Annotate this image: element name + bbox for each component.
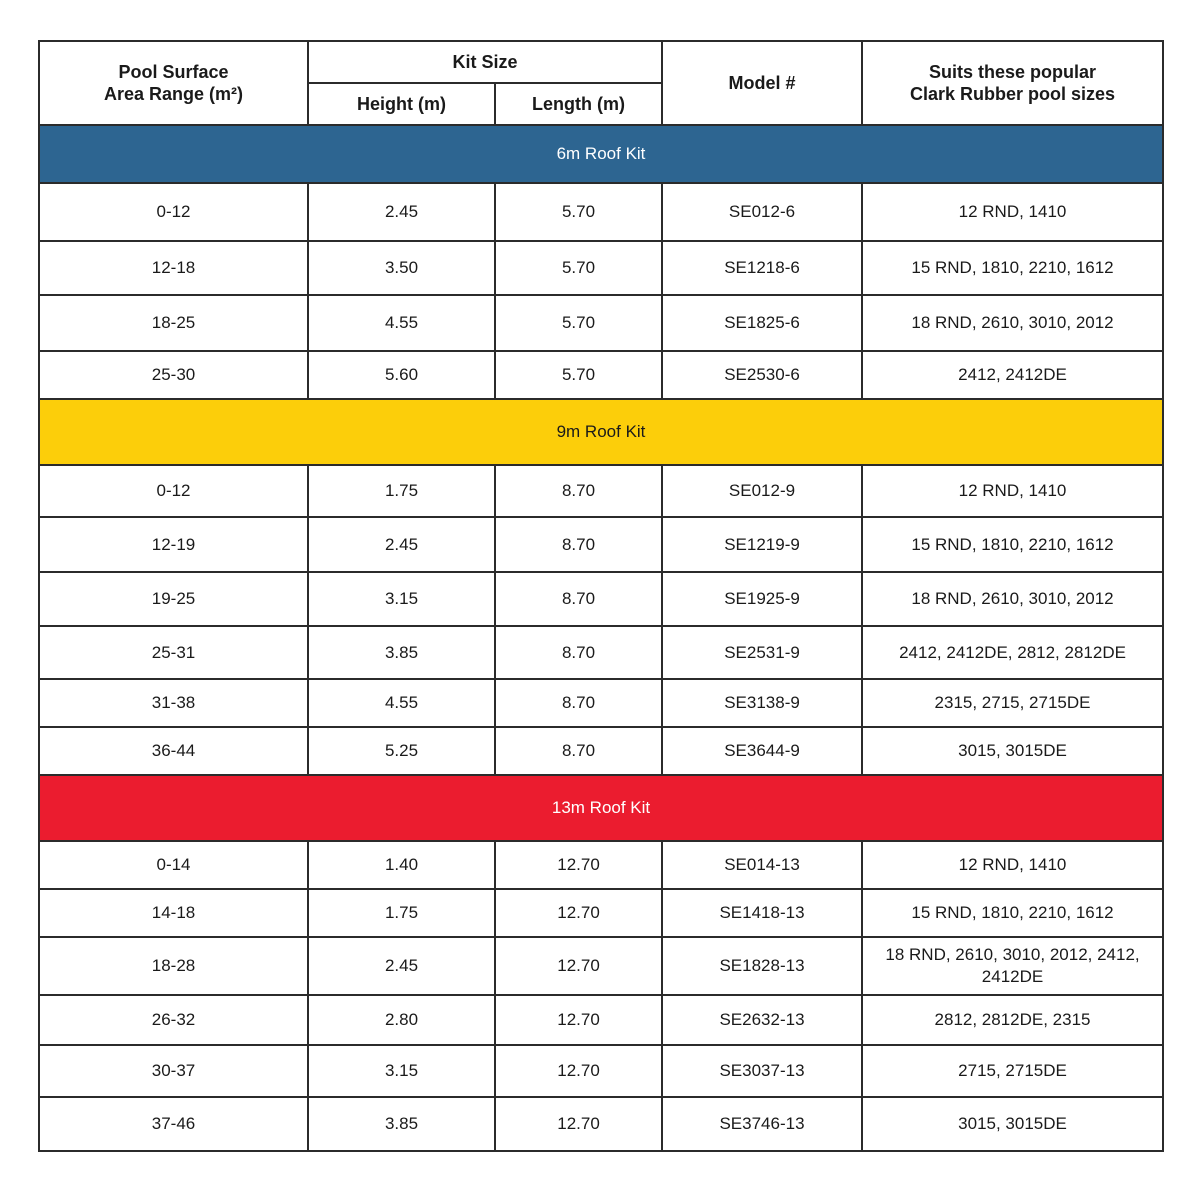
cell-model: SE1828-13 xyxy=(662,937,862,995)
cell-height: 2.80 xyxy=(308,995,495,1045)
table-row xyxy=(39,183,1163,241)
header-length: Length (m) xyxy=(495,83,662,125)
cell-range: 25-30 xyxy=(39,351,308,399)
header-suits xyxy=(862,41,1163,125)
cell-range: 25-31 xyxy=(39,626,308,679)
cell-model: SE3037-13 xyxy=(662,1045,862,1097)
table-row xyxy=(39,1097,1163,1151)
table-row xyxy=(39,241,1163,295)
section-title: 6m Roof Kit xyxy=(39,125,1163,183)
section-header-row xyxy=(39,125,1163,183)
cell-height: 5.60 xyxy=(308,351,495,399)
cell-length: 8.70 xyxy=(495,572,662,626)
cell-model: SE2531-9 xyxy=(662,626,862,679)
cell-height: 2.45 xyxy=(308,517,495,572)
cell-length: 5.70 xyxy=(495,351,662,399)
cell-range: 14-18 xyxy=(39,889,308,937)
cell-suits: 3015, 3015DE xyxy=(862,1097,1163,1151)
cell-height: 3.85 xyxy=(308,626,495,679)
cell-height: 3.85 xyxy=(308,1097,495,1151)
cell-model: SE2632-13 xyxy=(662,995,862,1045)
roof-kit-table xyxy=(38,40,1164,1152)
cell-model: SE012-6 xyxy=(662,183,862,241)
table-row xyxy=(39,679,1163,727)
cell-length: 8.70 xyxy=(495,626,662,679)
header-area-range xyxy=(39,41,308,125)
cell-range: 26-32 xyxy=(39,995,308,1045)
table-row xyxy=(39,517,1163,572)
table-row xyxy=(39,465,1163,517)
cell-range: 30-37 xyxy=(39,1045,308,1097)
cell-suits: 15 RND, 1810, 2210, 1612 xyxy=(862,241,1163,295)
cell-suits: 18 RND, 2610, 3010, 2012 xyxy=(862,572,1163,626)
cell-suits: 2412, 2412DE xyxy=(862,351,1163,399)
cell-model: SE1218-6 xyxy=(662,241,862,295)
cell-suits: 15 RND, 1810, 2210, 1612 xyxy=(862,517,1163,572)
cell-range: 0-14 xyxy=(39,841,308,889)
cell-length: 8.70 xyxy=(495,727,662,775)
cell-height: 2.45 xyxy=(308,183,495,241)
cell-model: SE012-9 xyxy=(662,465,862,517)
cell-suits: 12 RND, 1410 xyxy=(862,841,1163,889)
cell-suits: 2715, 2715DE xyxy=(862,1045,1163,1097)
cell-height: 1.40 xyxy=(308,841,495,889)
cell-height: 3.15 xyxy=(308,1045,495,1097)
cell-height: 2.45 xyxy=(308,937,495,995)
cell-suits: 12 RND, 1410 xyxy=(862,465,1163,517)
header-suits-line2: Clark Rubber pool sizes xyxy=(909,84,1116,104)
table-row xyxy=(39,995,1163,1045)
cell-range: 12-19 xyxy=(39,517,308,572)
cell-model: SE1925-9 xyxy=(662,572,862,626)
cell-height: 4.55 xyxy=(308,679,495,727)
cell-length: 12.70 xyxy=(495,1097,662,1151)
cell-length: 5.70 xyxy=(495,241,662,295)
table-row xyxy=(39,572,1163,626)
cell-length: 8.70 xyxy=(495,517,662,572)
table-row xyxy=(39,937,1163,995)
cell-length: 12.70 xyxy=(495,889,662,937)
table-body xyxy=(39,125,1163,1151)
cell-model: SE3644-9 xyxy=(662,727,862,775)
cell-range: 31-38 xyxy=(39,679,308,727)
cell-length: 12.70 xyxy=(495,1045,662,1097)
cell-model: SE3746-13 xyxy=(662,1097,862,1151)
cell-range: 12-18 xyxy=(39,241,308,295)
cell-suits: 3015, 3015DE xyxy=(862,727,1163,775)
table-row xyxy=(39,1045,1163,1097)
cell-length: 12.70 xyxy=(495,995,662,1045)
cell-model: SE1219-9 xyxy=(662,517,862,572)
table-row xyxy=(39,889,1163,937)
cell-model: SE014-13 xyxy=(662,841,862,889)
header-area-line2: Area Range (m²) xyxy=(103,84,244,104)
cell-length: 12.70 xyxy=(495,841,662,889)
cell-suits: 18 RND, 2610, 3010, 2012 xyxy=(862,295,1163,351)
cell-length: 5.70 xyxy=(495,295,662,351)
table-row xyxy=(39,727,1163,775)
cell-height: 3.15 xyxy=(308,572,495,626)
table-row xyxy=(39,841,1163,889)
cell-model: SE2530-6 xyxy=(662,351,862,399)
cell-suits: 2412, 2412DE, 2812, 2812DE xyxy=(862,626,1163,679)
cell-height: 1.75 xyxy=(308,465,495,517)
section-header-row xyxy=(39,775,1163,841)
cell-suits: 12 RND, 1410 xyxy=(862,183,1163,241)
cell-range: 0-12 xyxy=(39,465,308,517)
cell-suits: 2315, 2715, 2715DE xyxy=(862,679,1163,727)
cell-range: 0-12 xyxy=(39,183,308,241)
header-suits-line1: Suits these popular xyxy=(929,62,1097,82)
cell-height: 3.50 xyxy=(308,241,495,295)
header-model: Model # xyxy=(662,41,862,125)
cell-suits: 2812, 2812DE, 2315 xyxy=(862,995,1163,1045)
cell-range: 36-44 xyxy=(39,727,308,775)
cell-range: 19-25 xyxy=(39,572,308,626)
header-kit-size: Kit Size xyxy=(308,41,662,83)
table-row xyxy=(39,351,1163,399)
cell-model: SE1418-13 xyxy=(662,889,862,937)
cell-model: SE1825-6 xyxy=(662,295,862,351)
section-header-row xyxy=(39,399,1163,465)
cell-range: 37-46 xyxy=(39,1097,308,1151)
table-row xyxy=(39,295,1163,351)
section-title: 13m Roof Kit xyxy=(39,775,1163,841)
section-title: 9m Roof Kit xyxy=(39,399,1163,465)
cell-range: 18-25 xyxy=(39,295,308,351)
cell-height: 1.75 xyxy=(308,889,495,937)
cell-suits: 15 RND, 1810, 2210, 1612 xyxy=(862,889,1163,937)
cell-suits: 18 RND, 2610, 3010, 2012, 2412, 2412DE xyxy=(862,937,1163,995)
cell-height: 4.55 xyxy=(308,295,495,351)
cell-length: 8.70 xyxy=(495,465,662,517)
cell-model: SE3138-9 xyxy=(662,679,862,727)
cell-length: 5.70 xyxy=(495,183,662,241)
header-area-line1: Pool Surface xyxy=(118,62,229,82)
cell-length: 12.70 xyxy=(495,937,662,995)
cell-range: 18-28 xyxy=(39,937,308,995)
header-height: Height (m) xyxy=(308,83,495,125)
table-row xyxy=(39,626,1163,679)
cell-length: 8.70 xyxy=(495,679,662,727)
cell-height: 5.25 xyxy=(308,727,495,775)
